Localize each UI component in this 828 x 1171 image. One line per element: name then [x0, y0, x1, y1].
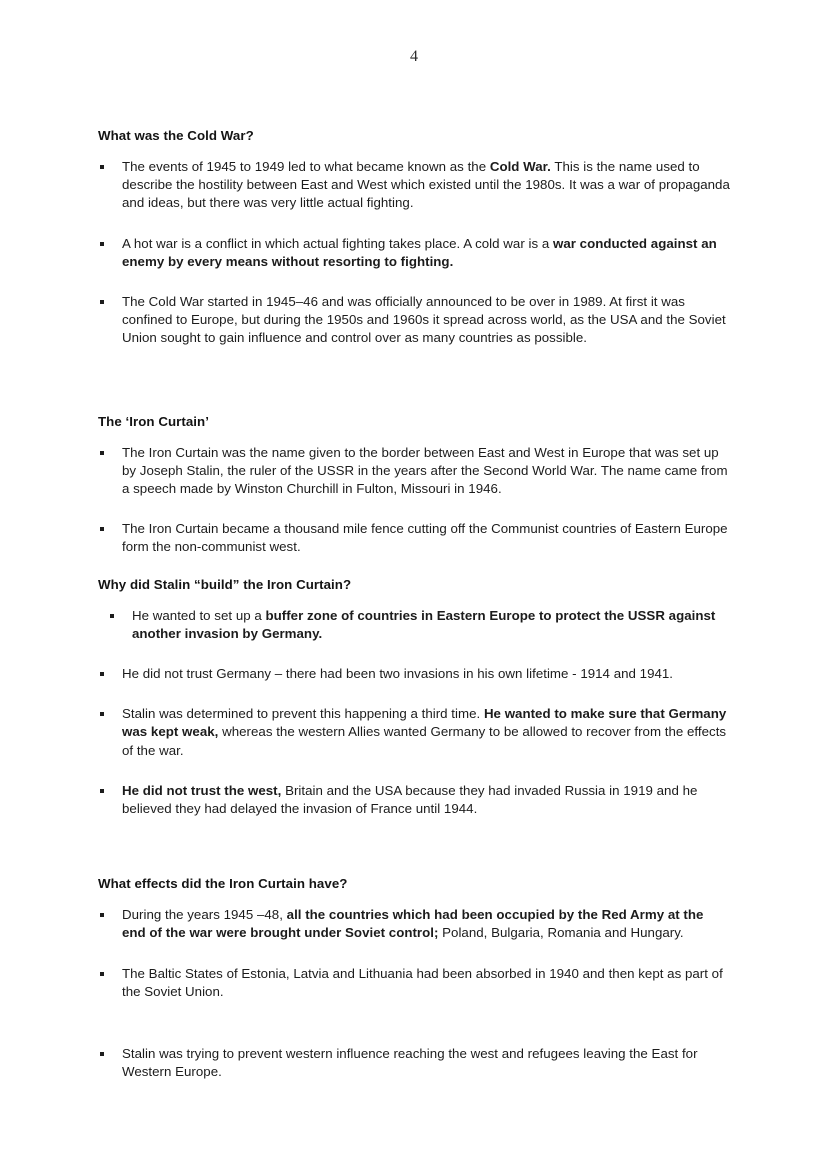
emphasis-text: Cold War. [489, 159, 551, 174]
body-text: The Iron Curtain was the name given to the border between East and West in Europe that was set up by Joseph Stalin, the ruler of the USSR in the years after the Second World War. The name came from a speech made by Winston Churchill in Fulton, Missouri in 1946. [122, 444, 728, 497]
spacer [98, 144, 730, 158]
body-text: Britain and the USA because they had invaded Russia in 1919 and he believed they had delayed the invasion of France until 1944. [122, 782, 698, 817]
emphasis-text: all the countries which had been occupied by the Red Army at the end of the war were brought under Soviet control; [122, 907, 704, 941]
section [98, 128, 730, 348]
bullet-list [98, 444, 730, 557]
body-text: whereas the western Allies wanted Germany to be allowed to recover from the effects of the war. [122, 724, 727, 758]
section-heading: What was the Cold War? [98, 128, 254, 143]
section [98, 414, 730, 557]
body-text: He wanted to set up a [132, 607, 266, 623]
spacer [98, 430, 730, 444]
bullet-list [98, 906, 730, 1081]
body-text: This is the name used to describe the hostility between East and West which existed until the 1980s. It was a war of propaganda and ideas, but there was very little actual fighting. [122, 159, 730, 211]
emphasis-text: He wanted to make sure that Germany was kept weak, [122, 706, 727, 740]
bullet-list [98, 607, 730, 819]
body-text: Poland, Bulgaria, Romania and Hungary. [438, 925, 684, 941]
section-heading: The ‘Iron Curtain’ [98, 413, 209, 429]
body-text: He did not trust Germany – there had been two invasions in his own lifetime - 1914 and 1941. [122, 666, 674, 682]
list-item [98, 158, 730, 213]
body-text: The Iron Curtain became a thousand mile fence cutting off the Communist countries of Eastern Europe form the non-communist west. [122, 521, 728, 555]
list-item [98, 1045, 730, 1081]
body-text: Stalin was determined to prevent this happening a third time. [122, 706, 484, 722]
list-item [98, 965, 730, 1001]
body-text: The Cold War started in 1945–46 and was officially announced to be over in 1989. At first it was confined to Europe, but during the 1950s and 1960s it spread across world, as the USA and the Soviet Union sought to gain influence and control over as many countries as possible. [122, 294, 726, 346]
section [98, 577, 730, 819]
emphasis-text: buffer zone of countries in Eastern Europe to protect the USSR against another invasion by Germany. [132, 607, 716, 641]
emphasis-text: He did not trust the west, [122, 782, 282, 798]
section [98, 876, 730, 1081]
page-number: 4 [410, 48, 418, 65]
list-item [98, 665, 730, 683]
body-text: Stalin was trying to prevent western influence reaching the west and refugees leaving the East for Western Europe. [122, 1046, 698, 1080]
list-item [98, 782, 730, 818]
body-text: The events of 1945 to 1949 led to what became known as the [122, 159, 490, 174]
list-item [98, 293, 730, 348]
spacer [98, 593, 730, 607]
spacer [98, 892, 730, 906]
list-item [98, 235, 730, 271]
section-heading: What effects did the Iron Curtain have? [98, 876, 348, 892]
list-item [98, 705, 730, 760]
body-text: A hot war is a conflict in which actual fighting takes place. A cold war is a [122, 235, 553, 251]
list-item [98, 520, 730, 556]
document-body [98, 128, 730, 1081]
body-text: The Baltic States of Estonia, Latvia and Lithuania had been absorbed in 1940 and then kept as part of the Soviet Union. [122, 965, 723, 999]
body-text: During the years 1945 –48, [122, 907, 287, 923]
list-item [98, 444, 730, 499]
bullet-list [98, 158, 730, 348]
section-heading: Why did Stalin “build” the Iron Curtain? [98, 576, 352, 592]
list-item [98, 906, 730, 942]
list-item [98, 607, 730, 643]
emphasis-text: war conducted against an enemy by every means without resorting to fighting. [122, 235, 717, 269]
